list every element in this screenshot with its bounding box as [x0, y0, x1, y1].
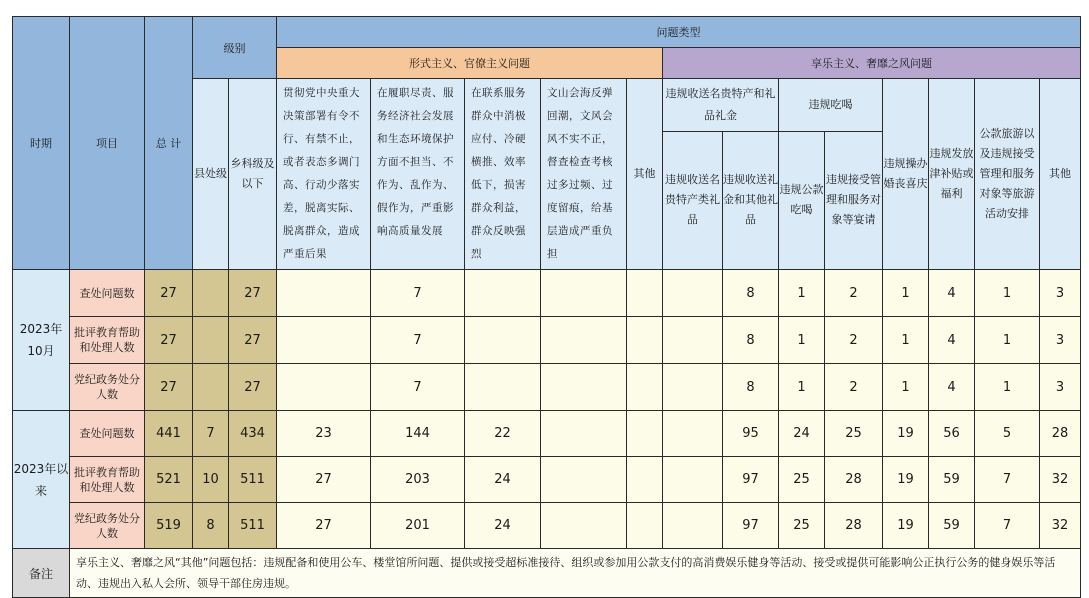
table-row: [13, 270, 1081, 317]
travel-header: 公款旅游以及违规接受管理和服务对象等旅游活动安排: [975, 79, 1040, 270]
cell-g2: 97: [723, 457, 779, 503]
cell-g1: [663, 457, 723, 503]
cell-g2: 8: [723, 270, 779, 317]
cell-f2: 201: [371, 503, 465, 549]
cell-f2: 144: [371, 411, 465, 457]
cell-g2: 97: [723, 503, 779, 549]
cell-g1: [663, 270, 723, 317]
cell-f3: 24: [465, 503, 541, 549]
table-row: [13, 411, 1081, 457]
cell-g1: [663, 503, 723, 549]
cell-s: 56: [929, 411, 975, 457]
cell-total: 519: [145, 503, 193, 549]
cell-g1: [663, 364, 723, 411]
table-row: [13, 457, 1081, 503]
cell-township: 511: [229, 457, 277, 503]
gift-col-2: 违规收送礼金和其他礼品: [723, 131, 779, 269]
table-row: [13, 503, 1081, 549]
cell-t: 7: [975, 457, 1040, 503]
cell-t: 1: [975, 270, 1040, 317]
dining-group-header: 违规吃喝: [779, 79, 883, 132]
cell-d1: 1: [779, 364, 825, 411]
cell-w: 1: [883, 364, 929, 411]
cell-d2: 28: [825, 457, 883, 503]
township-level-header: 乡科级及以下: [229, 79, 277, 270]
cell-f3: [465, 364, 541, 411]
row-item: 查处问题数: [70, 270, 145, 317]
cell-county: [193, 270, 229, 317]
table-row: [13, 317, 1081, 364]
problem-type-header: 问题类型: [277, 17, 1081, 48]
cell-ho: 3: [1040, 270, 1081, 317]
cell-g1: [663, 411, 723, 457]
cell-county: [193, 364, 229, 411]
cell-total: 521: [145, 457, 193, 503]
cell-township: 434: [229, 411, 277, 457]
cell-fo: [627, 364, 663, 411]
cell-county: 7: [193, 411, 229, 457]
cell-county: 10: [193, 457, 229, 503]
formalism-col-4: 文山会海反弹回潮，文风会风不实不正，督查检查考核过多过频、过度留痕，给基层造成严重负担: [541, 79, 627, 270]
cell-d1: 25: [779, 457, 825, 503]
cell-d1: 25: [779, 503, 825, 549]
cell-f3: 24: [465, 457, 541, 503]
formalism-other-header: 其他: [627, 79, 663, 270]
cell-f1: 27: [277, 503, 371, 549]
dining-col-2: 违规接受管理和服务对象等宴请: [825, 131, 883, 269]
row-item: 党纪政务处分人数: [70, 364, 145, 411]
cell-d2: 28: [825, 503, 883, 549]
cell-t: 7: [975, 503, 1040, 549]
cell-township: 511: [229, 503, 277, 549]
note-label: 备注: [13, 549, 70, 598]
total-header: 总 计: [145, 17, 193, 270]
row-item: 查处问题数: [70, 411, 145, 457]
formalism-group-header: 形式主义、官僚主义问题: [277, 48, 663, 79]
cell-f4: [541, 411, 627, 457]
cell-f4: [541, 317, 627, 364]
note-text: 享乐主义、奢靡之风“其他”问题包括：违规配备和使用公车、楼堂馆所问题、提供或接受超标准接待、组织或参加用公款支付的高消费娱乐健身等活动、接受或提供可能影响公正执行公务的健身娱乐等活动、违规出入私人会所、领导干部住房违规。: [70, 549, 1081, 598]
cell-f2: 203: [371, 457, 465, 503]
formalism-col-3: 在联系服务群众中消极应付、冷硬横推、效率低下，损害群众利益，群众反映强烈: [465, 79, 541, 270]
cell-f1: [277, 317, 371, 364]
period-header: 时期: [13, 17, 70, 270]
cell-f2: 7: [371, 364, 465, 411]
cell-s: 4: [929, 317, 975, 364]
item-header: 项目: [70, 17, 145, 270]
cell-d2: 2: [825, 270, 883, 317]
cell-w: 19: [883, 457, 929, 503]
subsidy-header: 违规发放津补贴或福利: [929, 79, 975, 270]
cell-w: 19: [883, 411, 929, 457]
cell-w: 1: [883, 317, 929, 364]
cell-d1: 24: [779, 411, 825, 457]
period-label: 2023年10月: [13, 270, 70, 411]
formalism-col-2: 在履职尽责、服务经济社会发展和生态环境保护方面不担当、不作为、乱作为、假作为，严重影响高质量发展: [371, 79, 465, 270]
cell-g2: 8: [723, 364, 779, 411]
cell-f1: [277, 364, 371, 411]
gift-col-1: 违规收送名贵特产类礼品: [663, 131, 723, 269]
cell-f1: 27: [277, 457, 371, 503]
cell-fo: [627, 503, 663, 549]
cell-g2: 8: [723, 317, 779, 364]
cell-total: 27: [145, 270, 193, 317]
cell-g1: [663, 317, 723, 364]
cell-fo: [627, 317, 663, 364]
cell-township: 27: [229, 270, 277, 317]
cell-fo: [627, 270, 663, 317]
cell-total: 441: [145, 411, 193, 457]
cell-t: 5: [975, 411, 1040, 457]
cell-total: 27: [145, 317, 193, 364]
cell-g2: 95: [723, 411, 779, 457]
cell-d1: 1: [779, 270, 825, 317]
cell-d2: 2: [825, 317, 883, 364]
row-item: 批评教育帮助和处理人数: [70, 457, 145, 503]
cell-f3: [465, 317, 541, 364]
cell-d2: 2: [825, 364, 883, 411]
cell-f4: [541, 270, 627, 317]
cell-f3: [465, 270, 541, 317]
level-header: 级别: [193, 17, 277, 79]
cell-t: 1: [975, 364, 1040, 411]
cell-s: 4: [929, 364, 975, 411]
dining-col-1: 违规公款吃喝: [779, 131, 825, 269]
cell-ho: 28: [1040, 411, 1081, 457]
cell-w: 19: [883, 503, 929, 549]
cell-f2: 7: [371, 270, 465, 317]
cell-t: 1: [975, 317, 1040, 364]
hedonism-other-header: 其他: [1040, 79, 1081, 270]
cell-f1: [277, 270, 371, 317]
cell-county: 8: [193, 503, 229, 549]
cell-f2: 7: [371, 317, 465, 364]
cell-f3: 22: [465, 411, 541, 457]
cell-fo: [627, 411, 663, 457]
cell-f4: [541, 503, 627, 549]
cell-w: 1: [883, 270, 929, 317]
table-row: [13, 364, 1081, 411]
cell-f4: [541, 364, 627, 411]
cell-d1: 1: [779, 317, 825, 364]
row-item: 党纪政务处分人数: [70, 503, 145, 549]
cell-f1: 23: [277, 411, 371, 457]
cell-ho: 32: [1040, 503, 1081, 549]
hedonism-group-header: 享乐主义、奢靡之风问题: [663, 48, 1081, 79]
note-row: [13, 549, 1081, 598]
cell-ho: 32: [1040, 457, 1081, 503]
cell-s: 4: [929, 270, 975, 317]
cell-f4: [541, 457, 627, 503]
period-label: 2023年以来: [13, 411, 70, 549]
row-item: 批评教育帮助和处理人数: [70, 317, 145, 364]
county-level-header: 县处级: [193, 79, 229, 270]
wedding-header: 违规操办婚丧喜庆: [883, 79, 929, 270]
cell-total: 27: [145, 364, 193, 411]
gift-group-header: 违规收送名贵特产和礼品礼金: [663, 79, 779, 132]
cell-s: 59: [929, 503, 975, 549]
cell-d2: 25: [825, 411, 883, 457]
cell-township: 27: [229, 364, 277, 411]
cell-fo: [627, 457, 663, 503]
cell-township: 27: [229, 317, 277, 364]
cell-ho: 3: [1040, 364, 1081, 411]
cell-ho: 3: [1040, 317, 1081, 364]
formalism-col-1: 贯彻党中央重大决策部署有令不行、有禁不止，或者表态多调门高、行动少落实差，脱离实际、脱离群众，造成严重后果: [277, 79, 371, 270]
cell-s: 59: [929, 457, 975, 503]
stats-table: [12, 16, 1081, 598]
cell-county: [193, 317, 229, 364]
